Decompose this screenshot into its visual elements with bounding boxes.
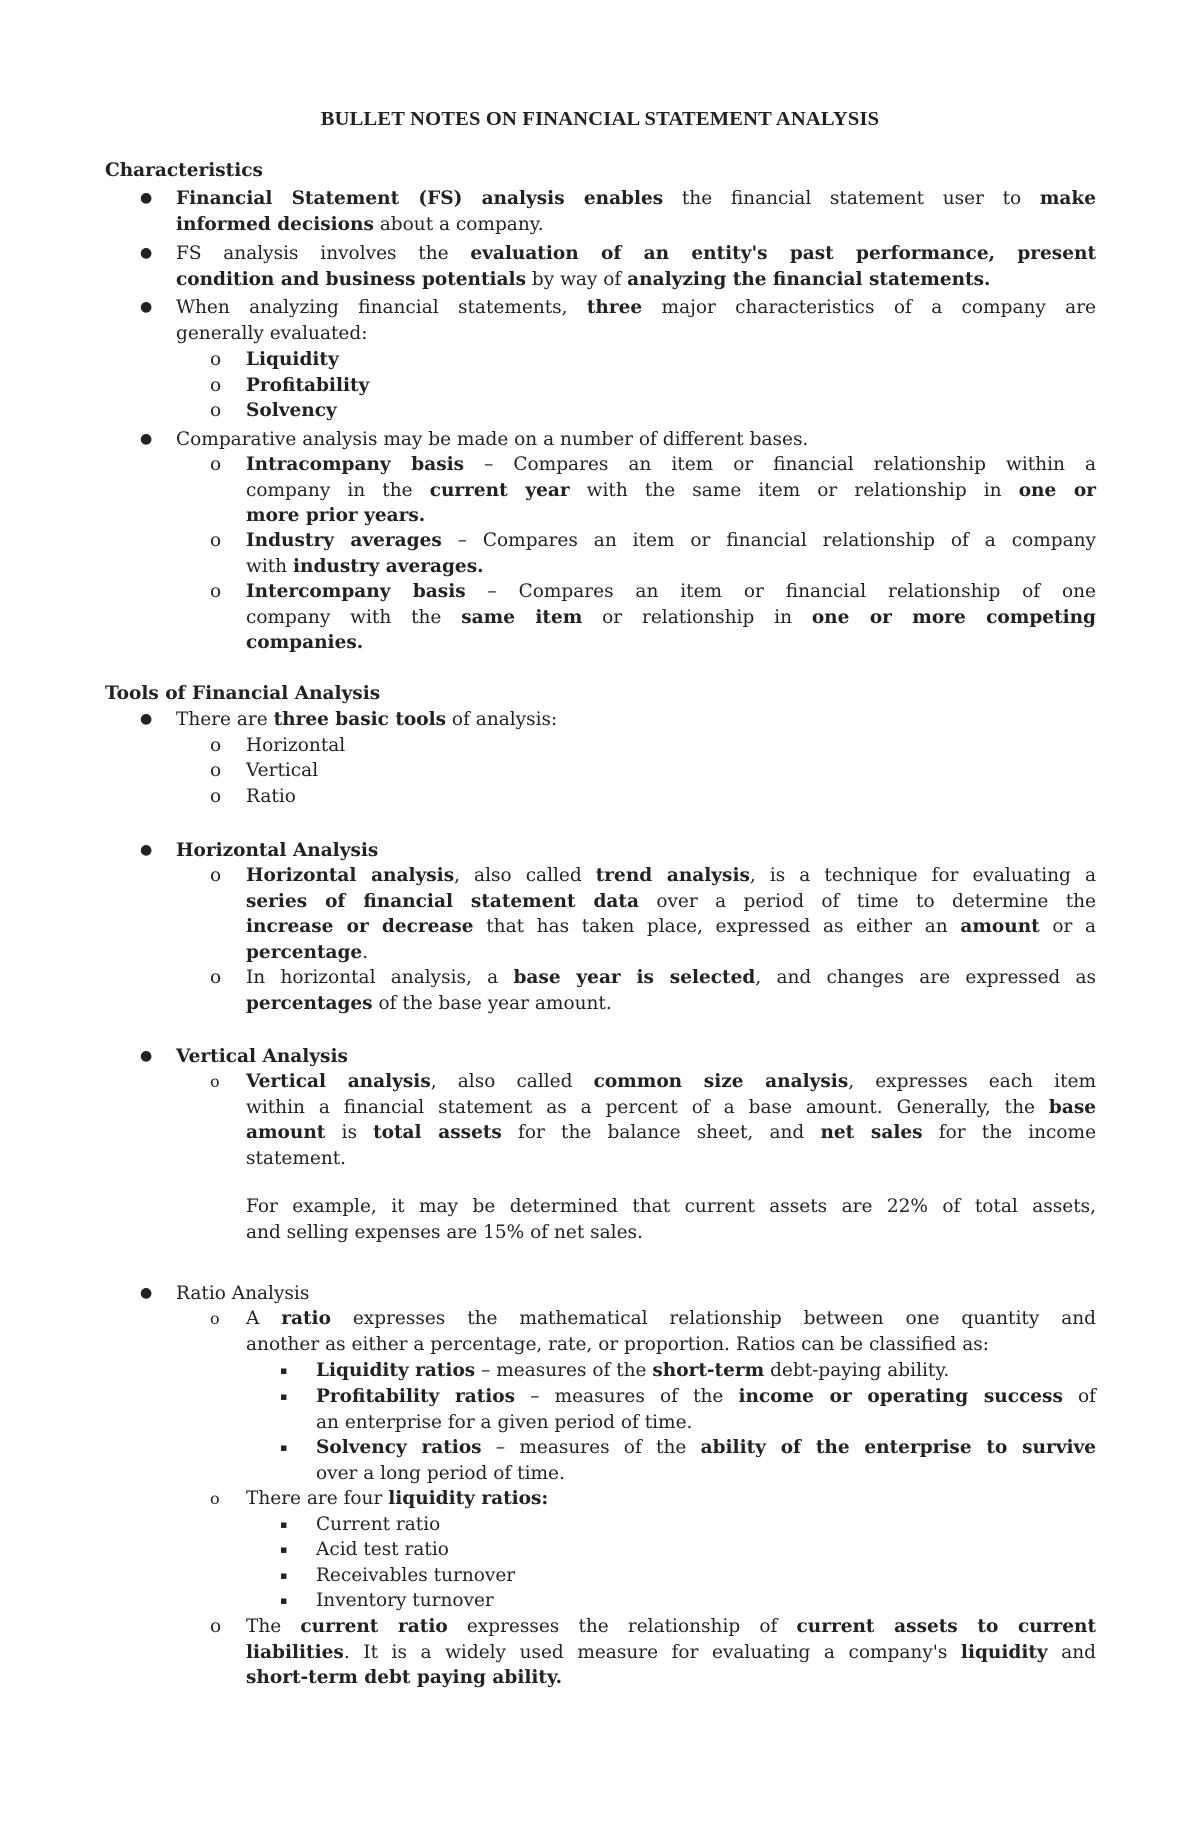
bullet-icon: ● — [140, 299, 153, 315]
list-item: Comparative analysis may be made on a number of different bases. — [176, 429, 809, 450]
list-item: Liquidity ratios – measures of the short-term debt-paying ability. — [316, 1360, 950, 1381]
list-item: Ratio — [246, 786, 296, 807]
list-item: Vertical analysis, also called common size analysis, expresses each item within a financial statement as a percent of a base amount. Generally, the base amount is total assets for the balance sheet, and net sales for the income statement. — [246, 1071, 1097, 1169]
circle-bullet-icon: o — [210, 1072, 220, 1091]
section-heading-vertical: Vertical Analysis — [176, 1046, 348, 1067]
list-item: Financial Statement (FS) analysis enables the financial statement user to make informed decisions about a company. — [176, 188, 1096, 235]
circle-bullet-icon: o — [210, 1309, 220, 1328]
circle-bullet-icon: o — [210, 400, 222, 421]
list-item: When analyzing financial statements, three major characteristics of a company are generally evaluated: — [176, 297, 1096, 344]
section-heading-horizontal: Horizontal Analysis — [176, 840, 379, 861]
list-item: Intercompany basis – Compares an item or financial relationship of one company with the same item or relationship in one or more competing companies. — [246, 581, 1096, 653]
square-bullet-icon: ▪ — [280, 1543, 288, 1556]
list-item: Horizontal analysis, also called trend analysis, is a technique for evaluating a series of financial statement data over a period of time to determine the increase or decrease that has taken place, expressed as either an amount or a percentage. — [246, 865, 1096, 963]
square-bullet-icon: ▪ — [280, 1594, 288, 1607]
list-item: Solvency ratios – measures of the ability of the enterprise to survive over a long period of time. — [316, 1437, 1097, 1484]
bullet-icon: ● — [140, 1285, 153, 1301]
bullet-icon: ● — [140, 1048, 153, 1064]
example-paragraph: For example, it may be determined that current assets are 22% of total assets, and selling expenses are 15% of net sales. — [246, 1196, 1096, 1243]
page-title: BULLET NOTES ON FINANCIAL STATEMENT ANALYSIS — [320, 108, 880, 130]
circle-bullet-icon: o — [210, 349, 222, 370]
bullet-icon: ● — [140, 711, 153, 727]
circle-bullet-icon: o — [210, 865, 222, 886]
list-item: There are four liquidity ratios: — [246, 1488, 549, 1509]
list-item: Horizontal — [246, 735, 346, 756]
circle-bullet-icon: o — [210, 786, 222, 807]
list-item: Inventory turnover — [316, 1590, 494, 1611]
list-item: Current ratio — [316, 1514, 441, 1535]
list-item: FS analysis involves the evaluation of an entity's past performance, present condition and business potentials by way of analyzing the financial statements. — [176, 243, 1096, 290]
bullet-icon: ● — [140, 245, 153, 261]
circle-bullet-icon: o — [210, 1489, 220, 1508]
list-item: Intracompany basis – Compares an item or financial relationship within a company in the current year with the same item or relationship in one or more prior years. — [246, 454, 1096, 526]
circle-bullet-icon: o — [210, 967, 222, 988]
list-item: A ratio expresses the mathematical relationship between one quantity and another as either a percentage, rate, or proportion. Ratios can be classified as: — [246, 1308, 1096, 1355]
list-item: There are three basic tools of analysis: — [176, 709, 558, 730]
circle-bullet-icon: o — [210, 1616, 222, 1637]
square-bullet-icon: ▪ — [280, 1364, 288, 1377]
circle-bullet-icon: o — [210, 454, 222, 475]
section-heading-ratio: Ratio Analysis — [176, 1283, 310, 1304]
square-bullet-icon: ▪ — [280, 1569, 288, 1582]
square-bullet-icon: ▪ — [280, 1441, 288, 1454]
list-item: Receivables turnover — [316, 1565, 516, 1586]
bullet-icon: ● — [140, 842, 153, 858]
list-item: Vertical — [246, 760, 319, 781]
list-item: Industry averages – Compares an item or financial relationship of a company with industry averages. — [246, 530, 1097, 577]
section-heading-tools: Tools of Financial Analysis — [105, 683, 381, 704]
circle-bullet-icon: o — [210, 760, 222, 781]
list-item: Profitability — [246, 375, 370, 396]
bullet-icon: ● — [140, 190, 153, 206]
square-bullet-icon: ▪ — [280, 1518, 288, 1531]
list-item: Profitability ratios – measures of the income or operating success of an enterprise for a given period of time. — [316, 1386, 1097, 1433]
list-item: Solvency — [246, 400, 337, 421]
list-item: In horizontal analysis, a base year is selected, and changes are expressed as percentages of the base year amount. — [246, 967, 1096, 1014]
circle-bullet-icon: o — [210, 530, 222, 551]
list-item: Acid test ratio — [316, 1539, 449, 1560]
list-item: The current ratio expresses the relationship of current assets to current liabilities. It is a widely used measure for evaluating a company's liquidity and short-term debt paying ability. — [246, 1616, 1096, 1688]
section-heading-characteristics: Characteristics — [105, 160, 263, 181]
bullet-icon: ● — [140, 431, 153, 447]
circle-bullet-icon: o — [210, 375, 222, 396]
circle-bullet-icon: o — [210, 735, 222, 756]
circle-bullet-icon: o — [210, 581, 222, 602]
list-item: Liquidity — [246, 349, 339, 370]
square-bullet-icon: ▪ — [280, 1390, 288, 1403]
